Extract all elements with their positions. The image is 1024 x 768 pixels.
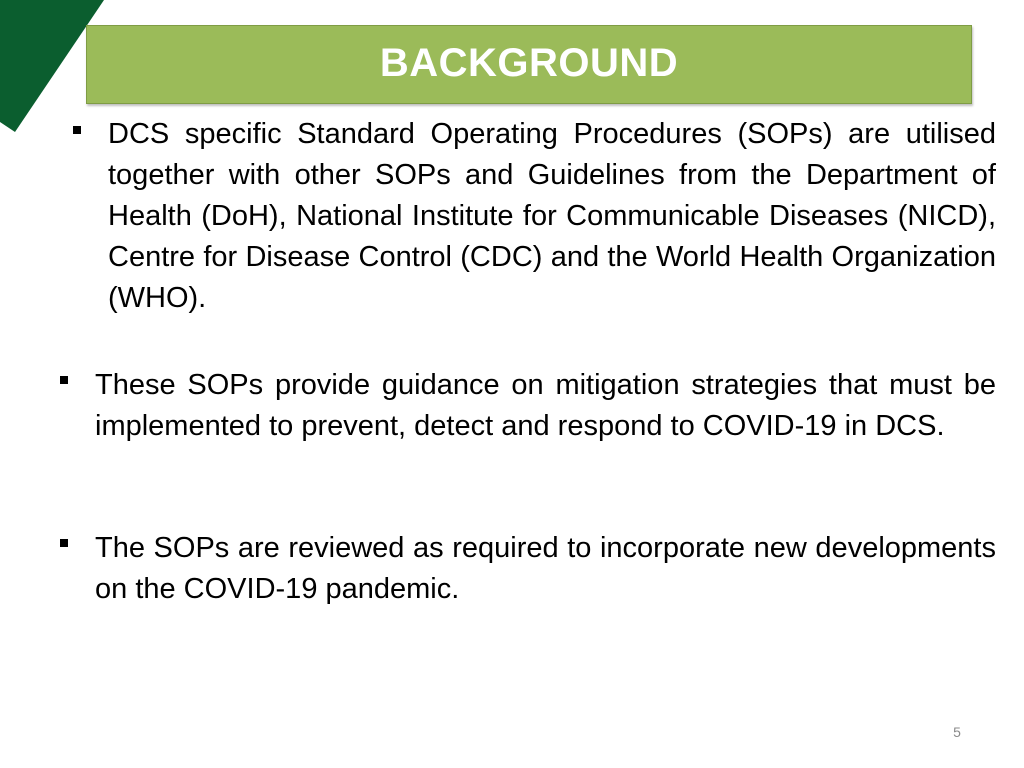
- bullet-marker-1: [73, 126, 81, 134]
- title-bar: [86, 25, 972, 104]
- bullet-item-1: DCS specific Standard Operating Procedures (SOPs) are utilised together with other SOPs and Guidelines from the Department of Health (DoH), National Institute for Communicable Diseases (NICD), Centre for Disease Control (CDC) and the World Health Organization (WHO).: [108, 118, 996, 314]
- bullet-marker-3: [60, 539, 68, 547]
- bullet-marker-2: [60, 376, 68, 384]
- page-number: 5: [953, 724, 961, 740]
- bullet-item-3: The SOPs are reviewed as required to incorporate new developments on the COVID-19 pandemic.: [95, 532, 996, 605]
- slide-title: BACKGROUND: [379, 41, 679, 85]
- bullet-item-2: These SOPs provide guidance on mitigation strategies that must be implemented to prevent, detect and respond to COVID-19 in DCS.: [95, 369, 996, 442]
